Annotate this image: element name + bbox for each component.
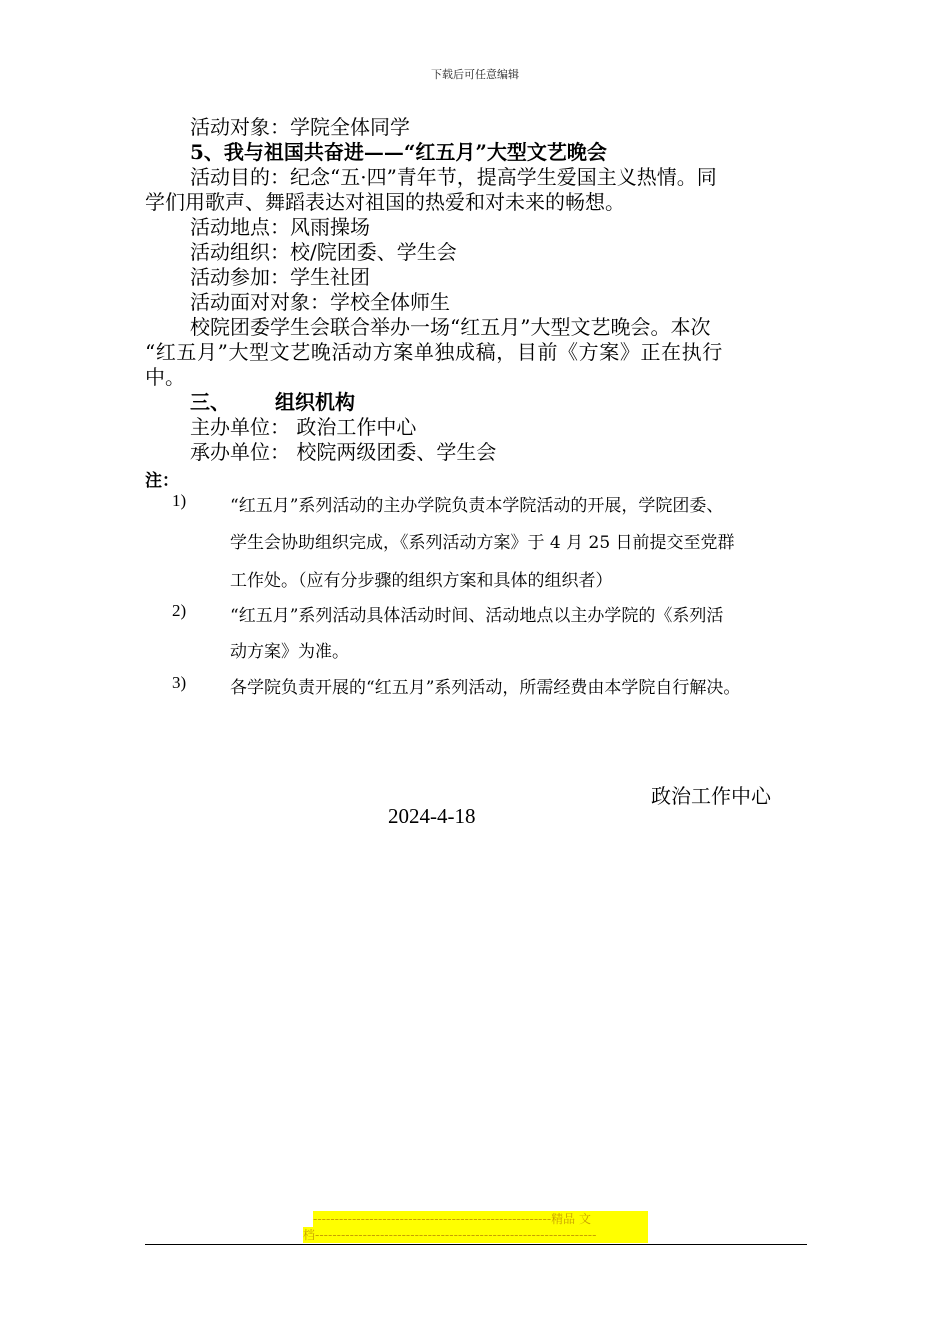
section-3-number: 三、: [190, 390, 230, 414]
footer-line-1: -------------------------------------------------------精品 文: [313, 1211, 648, 1227]
purpose-line-2: 学们用歌声、舞蹈表达对祖国的热爱和对未来的畅想。: [145, 190, 625, 214]
section-5-heading: 5、我与祖国共奋进——“红五月”大型文艺晚会: [190, 140, 607, 164]
document-body: [145, 115, 808, 465]
note-number: 3): [172, 673, 187, 692]
description-line-1: 校院团委学生会联合举办一场“红五月”大型文艺晚会。本次: [190, 315, 711, 339]
footer-divider: [145, 1244, 807, 1245]
note-text-line: 动方案》为准。: [230, 642, 349, 662]
signature-organization: 政治工作中心: [651, 784, 771, 808]
undertaking-unit: 承办单位： 校院两级团委、学生会: [190, 440, 497, 464]
notes-label: 注：: [145, 471, 179, 491]
activity-organizer: 活动组织：校/院团委、学生会: [190, 240, 457, 264]
note-number: 2): [172, 601, 187, 620]
note-text-line: 学生会协助组织完成，《系列活动方案》于 4 月 25 日前提交至党群: [230, 533, 735, 553]
note-number: 1): [172, 491, 187, 510]
page-header: 下载后可任意编辑: [431, 68, 519, 81]
footer-line-2: 档-----------------------------------------------------------------: [303, 1227, 648, 1243]
purpose-line-1: 活动目的：纪念“五·四”青年节，提高学生爱国主义热情。同: [190, 165, 717, 189]
footer-watermark: [303, 1211, 648, 1243]
host-unit: 主办单位： 政治工作中心: [190, 415, 417, 439]
description-line-2: “红五月”大型文艺晚活动方案单独成稿，目前《方案》正在执行: [145, 340, 723, 364]
note-text-line: “红五月”系列活动具体活动时间、活动地点以主办学院的《系列活: [230, 606, 724, 626]
note-text-line: “红五月”系列活动的主办学院负责本学院活动的开展，学院团委、: [230, 496, 724, 516]
activity-participants: 活动参加：学生社团: [190, 265, 370, 289]
note-text-line: 各学院负责开展的“红五月”系列活动，所需经费由本学院自行解决。: [230, 678, 741, 698]
activity-target: 活动对象：学院全体同学: [190, 115, 410, 139]
activity-audience: 活动面对对象：学校全体师生: [190, 290, 450, 314]
description-line-3: 中。: [145, 365, 185, 389]
section-3-heading: 组织机构: [275, 390, 355, 414]
note-text-line: 工作处。（应有分步骤的组织方案和具体的组织者）: [230, 571, 613, 591]
signature-date: 2024-4-18: [388, 804, 476, 828]
activity-location: 活动地点：风雨操场: [190, 215, 370, 239]
